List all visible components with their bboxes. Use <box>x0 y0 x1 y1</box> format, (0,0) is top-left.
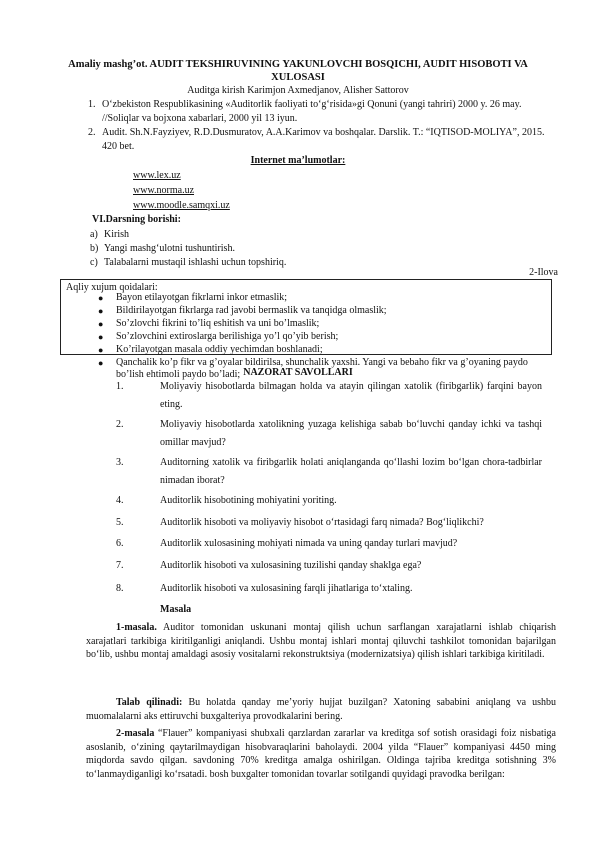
question-item <box>116 492 542 510</box>
question-text: Auditorlik hisoboti va moliyaviy hisobot o‘rtasidagi farq nimada? Bog‘liqlikchi? <box>160 517 484 528</box>
question-item <box>116 514 542 532</box>
reference-number: 1. <box>88 99 96 110</box>
question-text: Auditorning xatolik va firibgarlik holati aniqlanganda qo‘llashi lozim bo‘lgan chora-tadbirlar nimadan iborat? <box>160 457 542 486</box>
rule-item <box>98 331 536 343</box>
bullet-icon: ● <box>98 358 104 368</box>
lesson-plan-item <box>90 256 287 270</box>
link-lex[interactable]: www.lex.uz <box>133 170 181 181</box>
task-2-label: 2-masala <box>116 728 155 739</box>
task-2 <box>86 727 556 781</box>
required-label: Talab qilinadi: <box>116 697 183 708</box>
question-number: 8. <box>116 583 124 594</box>
appendix-label: 2-Ilova <box>529 267 558 278</box>
link-moodle[interactable]: www.moodle.samqxi.uz <box>133 200 230 211</box>
rule-text: Ko’rilayotgan masala oddiy yechimdan boshlanadi; <box>116 344 323 355</box>
plan-text: Kirish <box>104 229 129 240</box>
question-item <box>116 454 542 490</box>
question-text: Auditorlik hisobotining mohiyatini yoriting. <box>160 495 337 506</box>
document-title: Amaliy mashg’ot. AUDIT TEKSHIRUVINING YAKUNLOVCHI BOSQICHI, AUDIT HISOBOTI VA XULOSASI <box>68 59 528 83</box>
reference-item <box>88 126 560 154</box>
rule-item <box>98 318 536 330</box>
rule-text: Bayon etilayotgan fikrlarni inkor etmaslik; <box>116 292 288 303</box>
rule-item <box>98 305 536 317</box>
question-item <box>116 535 542 553</box>
question-number: 2. <box>116 419 124 430</box>
reference-text: O‘zbekiston Respublikasining «Auditorlik faoliyati to‘g‘risida»gi Qonuni (yangi tahriri) 2000 y. 26 may. //Soliqlar va bojxona xabarlari, 2000 yil 13 iyun. <box>102 99 522 124</box>
required-text: Bu holatda qanday me’yoriy hujjat buzilgan? Xatoning sababini aniqlang va ushbu muomalalarni aks ettiruvchi buxgalteriya provodkalarini bering. <box>86 697 557 722</box>
rule-text: Bildirilayotgan fikrlarga rad javobi bermaslik va tanqidga olmaslik; <box>116 305 387 316</box>
question-text: Auditorlik hisoboti va xulosasining farqli jihatlariga to‘xtaling. <box>160 583 413 594</box>
rule-text: So’zlovchini extiroslarga berilishiga yo’l qo’yib berish; <box>116 331 339 342</box>
question-item <box>116 416 542 452</box>
lesson-plan-item <box>90 228 129 242</box>
lesson-plan-item <box>90 242 235 256</box>
rule-item <box>98 344 536 356</box>
task-1-label: 1-masala. <box>116 622 157 633</box>
lesson-heading: VI.Darsning borishi: <box>92 214 181 225</box>
internet-heading: Internet ma’lumotlar: <box>250 155 346 166</box>
question-item <box>116 580 542 598</box>
task-1-required <box>86 696 556 723</box>
bullet-icon: ● <box>98 319 104 329</box>
plan-letter: a) <box>90 229 98 240</box>
question-number: 3. <box>116 457 124 468</box>
question-text: Moliyaviy hisobotlarda xatolikning yuzaga kelishiga sabab bo‘luvchi qanday ichki va tashqi omillar mavjud? <box>160 419 542 448</box>
plan-text: Yangi mashg‘ulotni tushuntirish. <box>104 243 235 254</box>
plan-text: Talabalarni mustaqil ishlashi uchun topshiriq. <box>104 257 287 268</box>
masala-heading: Masala <box>160 604 192 615</box>
task-1 <box>86 621 556 662</box>
rule-text: So’zlovchi fikrini to’liq eshitish va uni bo’lmaslik; <box>116 318 320 329</box>
question-number: 7. <box>116 560 124 571</box>
plan-letter: b) <box>90 243 99 254</box>
reference-item <box>88 98 560 126</box>
question-text: Auditorlik xulosasining mohiyati nimada va uning qanday turlari mavjud? <box>160 538 458 549</box>
question-item <box>116 557 542 575</box>
task-2-text: “Flauer” kompaniyasi shubxali qarzlardan zararlar va kreditga sof sotish orasidagi foiz nisbatiga asoslanib, o‘zining qaytarilmaydigan hisobvaraqlarini baholaydi. 2004 yilda “Flauer” kompaniyasi 4450 ming miqdorda savdo qilgan. savdoning 70% kreditga amalga oshirilgan. Oldinga tajriba kreditga sotishning 3% to‘lanmaydiganligi ko‘rsatadi. bosh buxgalter tomonidan tovarlar sotilgandi quyidagi pravodka berilgan: <box>86 728 556 780</box>
question-number: 5. <box>116 517 124 528</box>
plan-letter: c) <box>90 257 98 268</box>
rules-heading: Aqliy xujum qoidalari: <box>66 282 158 293</box>
questions-heading: NAZORAT SAVOLLARI <box>243 367 353 378</box>
question-number: 1. <box>116 381 124 392</box>
authors-line: Auditga kirish Karimjon Axmedjanov, Alisher Sattorov <box>187 85 409 96</box>
link-norma[interactable]: www.norma.uz <box>133 185 195 196</box>
bullet-icon: ● <box>98 332 104 342</box>
bullet-icon: ● <box>98 293 104 303</box>
bullet-icon: ● <box>98 345 104 355</box>
reference-text: Audit. Sh.N.Fayziyev, R.D.Dusmuratov, A.A.Karimov va boshqalar. Darslik. T.: “IQTISOD-MOLIYA”, 2015. 420 bet. <box>102 127 545 152</box>
question-text: Auditorlik hisoboti va xulosasining tuzilishi qanday shaklga ega? <box>160 560 422 571</box>
rule-text: Qanchalik ko’p fikr va g’oyalar bildirilsa, shunchalik yaxshi. Yangi va bebaho fikr va g’oyaning paydo bo’lish ehtimoli paydo bo’ladi; <box>116 357 528 380</box>
task-1-text: Auditor tomonidan uskunani montaj qilish uchun sarflangan xarajatlarni ishlab chiqarish xarajatlari tarkibiga kiritilganligi aniqlandi. Ushbu montaj ishlari montaj qiluvchi tashkilot tomonidan bajarilgan bo‘lib, ushbu montaj amaldagi asosiy vositalarni rekonstruktsiya (modernizatsiya) qilish ishlari tarkibiga kiritiladi. <box>86 622 556 661</box>
question-number: 4. <box>116 495 124 506</box>
question-item <box>116 378 542 414</box>
bullet-icon: ● <box>98 306 104 316</box>
reference-number: 2. <box>88 127 96 138</box>
question-text: Moliyaviy hisobotlarda bilmagan holda va atayin qilingan xatolik (firibgarlik) farqini bayon eting. <box>160 381 542 410</box>
question-number: 6. <box>116 538 124 549</box>
rule-item <box>98 292 536 304</box>
